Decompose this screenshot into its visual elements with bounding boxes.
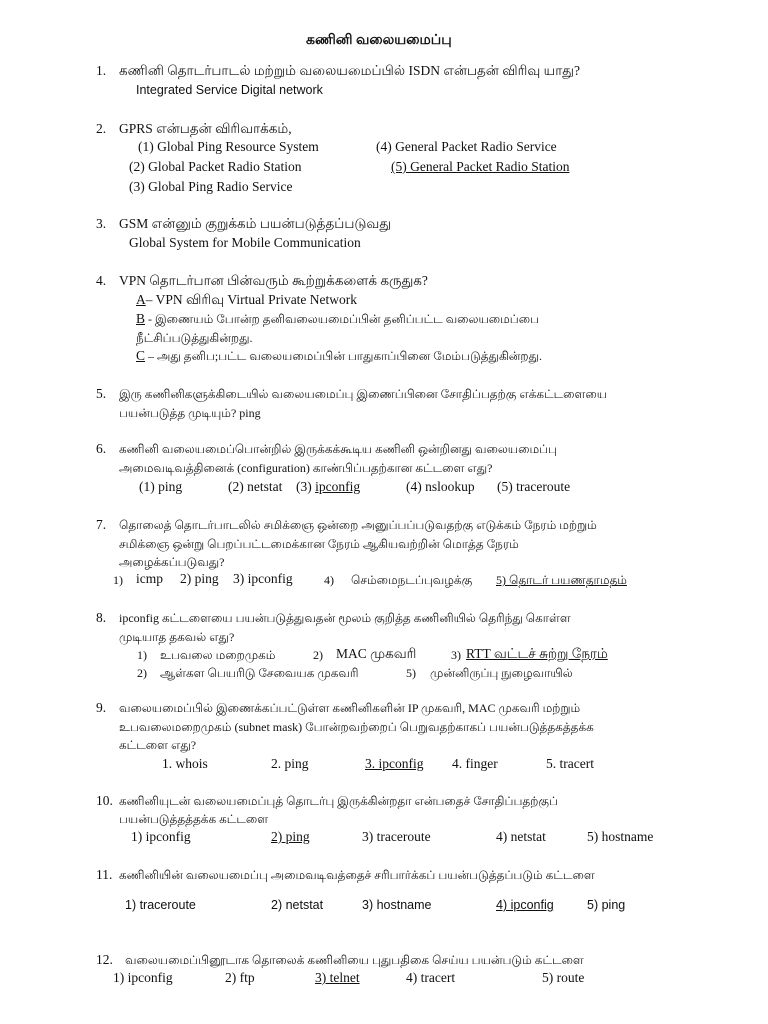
question-number: 3. [96, 216, 107, 231]
option-1: 1) traceroute [125, 898, 196, 912]
option-4: (4) nslookup [406, 479, 475, 494]
option-1: 1. whois [162, 756, 208, 771]
question-text: கணினியின் வலையமைப்பு அமைவடிவத்தைச் சரிபார்க்கப் பயன்படுத்தப்படும் கட்டளை [119, 868, 595, 882]
statement-c [136, 347, 542, 365]
question-text: வலையமைப்பினூடாக தொலைக் கணினியை புதுபதிகை செய்ய பயன்படும் கட்டளை [125, 953, 584, 967]
option-1: icmp [136, 571, 163, 586]
question-text-continued: கட்டளை எது? [119, 738, 197, 752]
option-5: 5) hostname [587, 829, 654, 844]
option-5: முன்னிருப்பு நுழைவாயில் [430, 666, 573, 680]
question-number: 1. [96, 63, 107, 78]
option-4: ஆள்கள பெயரிடு சேவையக முகவரி [160, 666, 359, 680]
option-5-number: 5) [406, 666, 416, 680]
option-4-answer: 4) ipconfig [496, 898, 554, 912]
option-4: 4) netstat [496, 829, 546, 844]
option-4: 4. finger [452, 756, 498, 771]
question-text: கணினி தொடர்பாடல் மற்றும் வலையமைப்பில் ISDN என்பதன் விரிவு யாது? [119, 63, 580, 78]
option-3: 3) traceroute [362, 829, 431, 844]
question-text: கணினி வலையமைப்பொன்றில் இருக்கக்கூடிய கணினி ஒன்றினது வலையமைப்பு [119, 442, 557, 456]
option-1: 1) ipconfig [131, 829, 191, 844]
question-text-continued: உபவலைமறைமுகம் (subnet mask) போன்றவற்றைப் பெறுவதற்காகப் பயன்படுத்தகத்தக்க [119, 720, 594, 734]
option-4: (4) General Packet Radio Service [376, 139, 557, 154]
question-number: 11. [96, 867, 113, 882]
option-1: (1) Global Ping Resource System [138, 139, 319, 154]
question-text: கணினியுடன் வலையமைப்புத் தொடர்பு இருக்கின்றதா என்பதைச் சோதிப்பதற்குப் [119, 794, 558, 808]
option-2: 2) netstat [271, 898, 324, 912]
question-text: GSM என்னும் குறுக்கம் பயன்படுத்தப்படுவது [119, 216, 392, 231]
option-5: 5) route [542, 970, 585, 985]
option-3-answer: 3. ipconfig [365, 756, 424, 771]
option-number: (3) [296, 479, 316, 494]
option-1: 1) ipconfig [113, 970, 173, 985]
answer-text: Global System for Mobile Communication [129, 235, 361, 250]
option-4: 4) tracert [406, 970, 456, 985]
question-number: 8. [96, 610, 107, 625]
question-text: தொலைத் தொடர்பாடலில் சமிக்ஞை ஒன்றை அனுப்பப்படுவதற்கு எடுக்கம் நேரம் மற்றும் [119, 518, 597, 532]
option-2: 2) ping [180, 571, 219, 586]
option-2-answer: 2) ping [271, 829, 310, 844]
question-text-continued: பயன்படுத்தத்தக்க கட்டளை [119, 812, 269, 826]
question-text: VPN தொடர்பான பின்வரும் கூற்றுக்களைக் கருதுக? [119, 273, 428, 288]
question-number: 10. [96, 793, 113, 808]
option-3: 3) hostname [362, 898, 432, 912]
statement-b [136, 310, 539, 328]
option-2: (2) netstat [228, 479, 283, 494]
question-text-continued: அழைக்கப்படுவது? [119, 555, 225, 569]
statement-label: B [136, 311, 146, 326]
statement-label: A [136, 292, 146, 307]
answer-text: Integrated Service Digital network [136, 83, 323, 97]
question-number: 2. [96, 121, 107, 136]
question-text-continued: முடியாத தகவல் எது? [119, 630, 235, 644]
option-1-number: 1) [113, 573, 123, 587]
option-3-number: 3) [451, 648, 461, 662]
option-3-answer: RTT வட்டச் சுற்று நேரம் [466, 646, 608, 661]
option-2-number: 2) [313, 648, 323, 662]
option-3-answer [296, 478, 360, 496]
option-text: ipconfig [315, 479, 361, 494]
question-text: ipconfig கட்டளையை பயன்படுத்துவதன் மூலம் குறித்த கணினியில் தெரிந்து கொள்ள [119, 611, 571, 625]
question-text-continued: சமிக்ஞை ஒன்று பெறப்பட்டமைக்கான நேரம் ஆகியவற்றின் மொத்த நேரம் [119, 537, 519, 551]
statement-label: C [136, 348, 146, 363]
option-4-number: 4) [324, 573, 334, 587]
question-text-continued: பயன்படுத்த முடியும்? ping [119, 406, 261, 420]
question-text: இரு கணினிகளுக்கிடையில் வலையமைப்பு இணைப்பினை சோதிப்பதற்கு எக்கட்டளையை [119, 387, 607, 401]
option-3-answer: 3) telnet [315, 970, 360, 985]
statement-text: – VPN விரிவு Virtual Private Network [145, 292, 358, 307]
option-2: 2) ftp [225, 970, 255, 985]
page-title: கணினி வலையமைப்பு [306, 33, 452, 48]
question-number: 7. [96, 517, 107, 532]
question-text-continued: அமைவடிவத்தினைக் (configuration) காண்பிப்பதற்கான கட்டளை எது? [119, 461, 493, 475]
option-2: (2) Global Packet Radio Station [129, 159, 302, 174]
statement-text: - இணையம் போன்ற தனிவலையமைப்பின் தனிப்பட்ட வலையமைப்பை [145, 312, 540, 326]
option-1: (1) ping [139, 479, 183, 494]
option-1-number: 1) [137, 648, 147, 662]
statement-b-continued: நீட்சிப்படுத்துகின்றது. [136, 331, 253, 345]
statement-a [136, 291, 357, 309]
question-number: 12. [96, 952, 113, 967]
option-3: (3) Global Ping Radio Service [129, 179, 293, 194]
option-4-number: 2) [137, 666, 147, 680]
option-2: 2. ping [271, 756, 309, 771]
option-5: 5) ping [587, 898, 626, 912]
option-3: 3) ipconfig [233, 571, 293, 586]
question-text: GPRS என்பதன் விரிவாக்கம், [119, 121, 292, 136]
question-text: வலையமைப்பில் இணைக்கப்பட்டுள்ள கணினிகளின் IP முகவரி, MAC முகவரி மற்றும் [119, 701, 581, 715]
option-4: செம்மைநடப்புவழக்கு [351, 573, 473, 587]
option-5: (5) traceroute [497, 479, 571, 494]
statement-text: – அது தனிப;பட்ட வலையமைப்பின் பாதுகாப்பினை மேம்படுத்துகின்றது. [145, 349, 542, 363]
option-2: MAC முகவரி [336, 646, 417, 661]
option-1: உபவலை மறைமுகம் [160, 648, 276, 662]
option-5-answer: 5) தொடர் பயணதாமதம் [496, 573, 627, 587]
option-5: 5. tracert [546, 756, 594, 771]
question-number: 5. [96, 386, 107, 401]
question-number: 6. [96, 441, 107, 456]
question-number: 4. [96, 273, 107, 288]
option-5-answer: (5) General Packet Radio Station [391, 159, 570, 174]
question-number: 9. [96, 700, 107, 715]
